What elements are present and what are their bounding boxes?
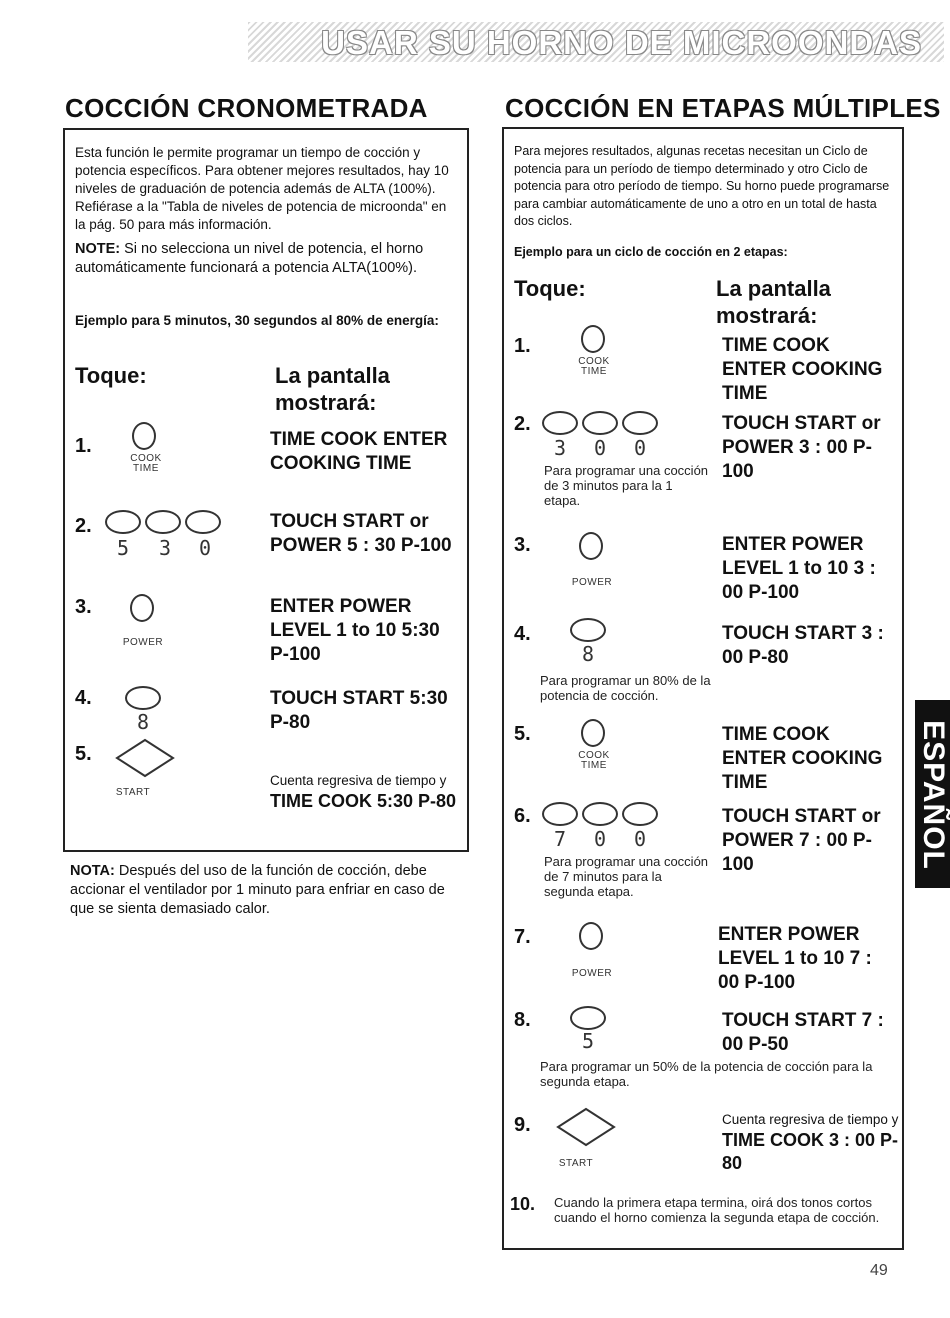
left-intro: Esta función le permite programar un tiempo de cocción y potencia específicos. Para obtener mejores resultados, hay 10 niveles de graduación de potencia además de ALTA (100%). Refiérase a la "Tabla de niveles de potencia de microonda" en la pág. 50 para más información.	[75, 145, 449, 232]
number-pad-key[interactable]	[105, 510, 141, 534]
step-number: 5.	[75, 743, 92, 765]
right-col-display: La pantalla mostrará:	[716, 276, 831, 328]
countdown-display: TIME COOK 5:30 P-80	[270, 791, 457, 811]
language-tab	[915, 700, 950, 888]
number-pad-key[interactable]	[542, 802, 578, 826]
step-number: 10.	[510, 1194, 536, 1214]
digit-label: 5	[582, 1029, 595, 1053]
step-number: 1.	[75, 435, 92, 457]
number-pad-key[interactable]	[582, 802, 618, 826]
right-col-touch: Toque:	[514, 276, 586, 301]
number-pad-key[interactable]	[185, 510, 221, 534]
step-display: TOUCH START 3 : 00 P-80	[722, 623, 884, 668]
nota-text: Después del uso de la función de cocción, debe accionar el ventilador por 1 minuto para enfriar en caso de que se sienta demasiado calor.	[70, 863, 445, 917]
step-display: TOUCH START or POWER 3 : 00 P-100	[722, 413, 881, 482]
right-section-title: COCCIÓN EN ETAPAS MÚLTIPLES	[505, 93, 941, 123]
left-section-title: COCCIÓN CRONOMETRADA	[65, 93, 428, 123]
step-display: TOUCH START 5:30 P-80	[270, 688, 448, 733]
countdown-text: Cuenta regresiva de tiempo y	[270, 773, 447, 788]
power-button[interactable]	[579, 922, 603, 950]
step-display: ENTER POWER LEVEL 1 to 10 7 : 00 P-100	[718, 924, 872, 993]
step-number: 4.	[75, 687, 92, 709]
power-label: POWER	[122, 637, 164, 648]
banner-title: USAR SU HORNO DE MICROONDAS	[321, 24, 922, 61]
digit-label: 0	[634, 436, 647, 460]
digit-label: 8	[137, 710, 150, 734]
step-number: 2.	[75, 515, 92, 537]
number-pad-key[interactable]	[570, 618, 606, 642]
digit-label: 5	[117, 536, 130, 560]
right-intro: Para mejores resultados, algunas recetas necesitan un Ciclo de potencia para un período de tiempo determinado y otro Ciclo de potencia para otro período de tiempo. Su horno puede programarse para cambiar automáticamente de uno a otro en un total de hasta dos ciclos.	[514, 144, 890, 228]
step-number: 8.	[514, 1009, 531, 1031]
step-display: TOUCH START 7 : 00 P-50	[722, 1010, 884, 1055]
number-pad-key[interactable]	[582, 411, 618, 435]
step-number: 6.	[514, 805, 531, 827]
step-number: 3.	[75, 596, 92, 618]
step-number: 5.	[514, 723, 531, 745]
step-note: Para programar un 50% de la potencia de cocción para la segunda etapa.	[540, 1059, 873, 1089]
number-pad-key[interactable]	[570, 1006, 606, 1030]
note-label: NOTE:	[75, 241, 121, 257]
step-number: 9.	[514, 1114, 531, 1136]
number-pad-key[interactable]	[125, 686, 161, 710]
digit-label: 0	[594, 436, 607, 460]
header-banner	[248, 22, 944, 62]
step-number: 3.	[514, 534, 531, 556]
left-example: Ejemplo para 5 minutos, 30 segundos al 80% de energía:	[75, 313, 439, 328]
countdown-display: TIME COOK 3 : 00 P-80	[722, 1130, 899, 1173]
step-note: Cuando la primera etapa termina, oirá dos tonos cortos cuando el horno comienza la segunda etapa de cocción.	[554, 1195, 880, 1225]
digit-label: 8	[582, 642, 595, 666]
step-number: 7.	[514, 926, 531, 948]
digit-label: 3	[554, 436, 567, 460]
step-display: TIME COOK ENTER COOKING TIME	[270, 429, 448, 474]
left-footer-note	[70, 862, 460, 919]
step-display	[722, 1111, 902, 1175]
note-text: Si no selecciona un nivel de potencia, el horno automáticamente funcionará a potencia ALTA(100%).	[75, 241, 424, 276]
cook-time-label: COOK TIME	[578, 356, 610, 377]
step-display: TOUCH START or POWER 5 : 30 P-100	[270, 511, 452, 556]
nota-label: NOTA:	[70, 863, 115, 879]
left-col-touch: Toque:	[75, 363, 147, 388]
step-note: Para programar un 80% de la potencia de cocción.	[540, 673, 711, 703]
digit-label: 0	[594, 827, 607, 851]
right-section-box	[502, 127, 904, 1250]
power-button[interactable]	[130, 594, 154, 622]
page-number: 49	[870, 1262, 888, 1279]
start-label: START	[558, 1158, 594, 1169]
cook-time-label: COOK TIME	[130, 453, 162, 474]
step-display: ENTER POWER LEVEL 1 to 10 3 : 00 P-100	[722, 534, 876, 603]
step-display	[270, 772, 460, 813]
digit-label: 7	[554, 827, 567, 851]
digit-label: 3	[159, 536, 172, 560]
start-button[interactable]	[556, 1107, 616, 1147]
left-section-box	[63, 128, 469, 852]
digit-label: 0	[199, 536, 212, 560]
step-note: Para programar una cocción de 3 minutos para la 1 etapa.	[544, 463, 709, 508]
step-display: TIME COOK ENTER COOKING TIME	[722, 724, 883, 793]
cook-time-button[interactable]	[132, 422, 156, 450]
step-display: ENTER POWER LEVEL 1 to 10 5:30 P-100	[270, 596, 440, 665]
step-display: TOUCH START or POWER 7 : 00 P-100	[722, 806, 881, 875]
step-number: 1.	[514, 335, 531, 357]
power-button[interactable]	[579, 532, 603, 560]
number-pad-key[interactable]	[622, 802, 658, 826]
step-note: Para programar una cocción de 7 minutos para la segunda etapa.	[544, 854, 709, 899]
cook-time-label: COOK TIME	[578, 750, 610, 771]
cook-time-button[interactable]	[581, 719, 605, 747]
number-pad-key[interactable]	[145, 510, 181, 534]
cook-time-button[interactable]	[581, 325, 605, 353]
step-number: 2.	[514, 413, 531, 435]
number-pad-key[interactable]	[542, 411, 578, 435]
start-button[interactable]	[115, 738, 175, 778]
countdown-text: Cuenta regresiva de tiempo y	[722, 1112, 899, 1127]
start-label: START	[115, 787, 151, 798]
number-pad-key[interactable]	[622, 411, 658, 435]
left-col-display: La pantalla mostrará:	[275, 363, 390, 415]
step-number: 4.	[514, 623, 531, 645]
left-note	[75, 240, 457, 278]
right-example: Ejemplo para un ciclo de cocción en 2 etapas:	[514, 245, 788, 259]
power-label: POWER	[571, 968, 613, 979]
power-label: POWER	[571, 577, 613, 588]
language-tab-label: ESPAÑOL	[917, 720, 950, 870]
digit-label: 0	[634, 827, 647, 851]
step-display: TIME COOK ENTER COOKING TIME	[722, 335, 883, 404]
